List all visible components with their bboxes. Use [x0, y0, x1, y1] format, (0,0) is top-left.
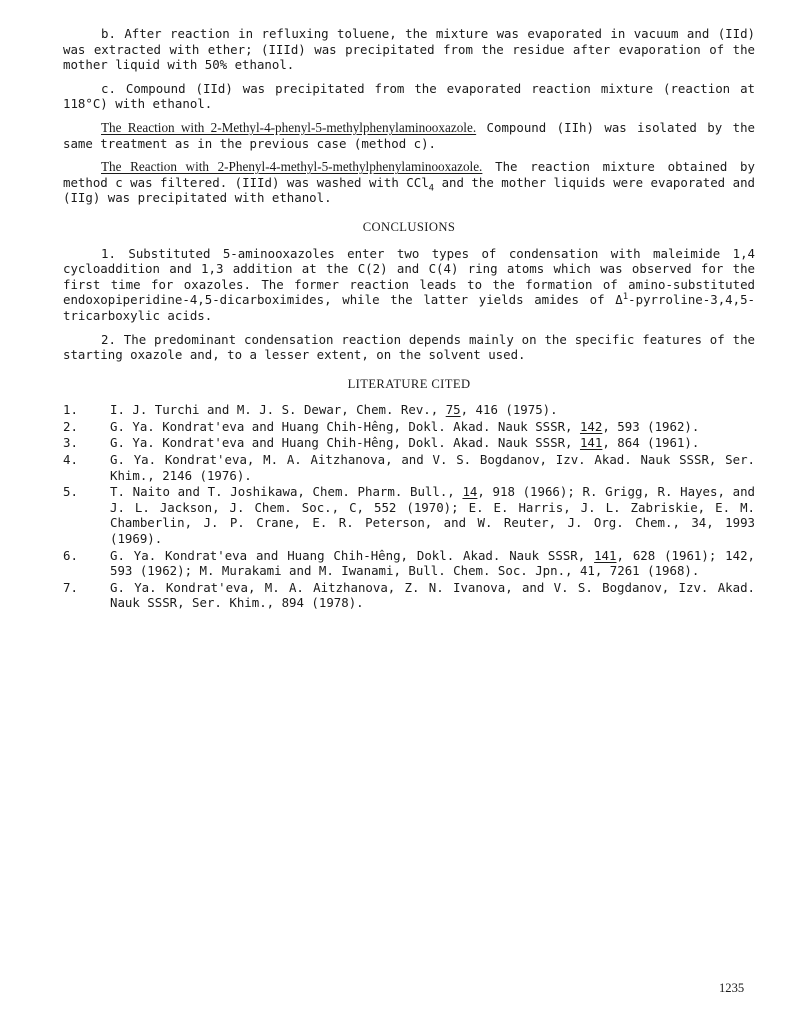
paragraph-phenyl-text-1: The reaction mixture obtained by method c was filtered. (IIId) was washed with CCl [63, 159, 755, 190]
reference-authors: G. Ya. Kondrat'eva, M. A. Aitzhanova, Z. N. Ivanova, and V. S. Bogdanov, Izv. Akad. Nauk SSSR, Ser. Khim., 894 (1978). [110, 579, 755, 611]
reference-volume: 14 [462, 484, 478, 500]
reference-volume: 142 [579, 418, 603, 434]
reference-text [110, 484, 755, 546]
conclusion-item-2 [63, 332, 755, 363]
literature-heading: LITERATURE CITED [347, 376, 471, 391]
paragraph-method-b [63, 26, 755, 73]
reference-volume: 141 [579, 435, 603, 451]
reference-number: 3. [63, 435, 78, 451]
conclusion-item-1-text-1: 1. Substituted 5-aminooxazoles enter two types of condensation with maleimide 1,4 cycloaddition and 1,3 addition at the C(2) and C(4) ring atoms which was observed for the first time for oxazoles. The former reaction leads to the formation of amino-substituted endoxopiperidine-4,5-dicarboximides, while the latter yields amides of Δ [63, 245, 755, 308]
conclusion-item-2-text: 2. The predominant condensation reaction depends mainly on the specific features of the starting oxazole and, to a lesser extent, on the solvent used. [63, 331, 755, 363]
reference-item-7 [63, 580, 755, 611]
conclusion-item-1-text-2: -pyrroline-3,4,5-tricarboxylic acids. [63, 292, 755, 323]
reference-authors: G. Ya. Kondrat'eva, M. A. Aitzhanova, and V. S. Bogdanov, Izv. Akad. Nauk SSSR, Ser. Khim., 2146 (1976). [110, 452, 755, 483]
reference-item-4 [63, 452, 755, 483]
delta-superscript: 1 [622, 292, 629, 303]
reference-tail: , 864 (1961). [602, 435, 700, 451]
reference-authors: G. Ya. Kondrat'eva and Huang Chih-Hêng, Dokl. Akad. Nauk SSSR, [110, 435, 580, 451]
reference-tail: , 628 (1961); 142, 593 (1962); M. Murakami and M. Iwanami, Bull. Chem. Soc. Jpn., 41, 7261 (1968). [110, 547, 755, 579]
paragraph-phenyl-text-2: and the mother liquids were evaporated and (IIg) was precipitated with ethanol. [63, 174, 755, 206]
reference-tail: , 593 (1962). [602, 418, 700, 434]
reference-authors: T. Naito and T. Joshikawa, Chem. Pharm. Bull., [110, 484, 463, 500]
reference-item-3 [63, 435, 755, 451]
reference-item-5 [63, 484, 755, 546]
reference-number: 7. [63, 579, 78, 595]
reference-text [110, 402, 755, 418]
page-content [63, 26, 755, 612]
reference-item-1 [63, 402, 755, 418]
reference-volume: 141 [594, 547, 617, 563]
reference-authors: G. Ya. Kondrat'eva and Huang Chih-Hêng, Dokl. Akad. Nauk SSSR, [110, 418, 580, 434]
reference-text [110, 435, 755, 451]
paragraph-methyl-title: The Reaction with 2-Methyl-4-phenyl-5-methylphenylaminooxazole. [101, 119, 477, 135]
reference-authors: G. Ya. Kondrat'eva and Huang Chih-Hêng, Dokl. Akad. Nauk SSSR, [110, 547, 595, 563]
conclusions-heading: CONCLUSIONS [362, 219, 456, 234]
paragraph-methyl-reaction [63, 120, 755, 151]
reference-number: 2. [63, 418, 78, 434]
reference-volume: 75 [445, 402, 461, 418]
reference-item-6 [63, 548, 755, 579]
conclusion-item-1 [63, 246, 755, 324]
reference-text [110, 419, 755, 435]
paragraph-method-c-text: c. Compound (IId) was precipitated from the evaporated reaction mixture (reaction at 118°C) with ethanol. [63, 80, 755, 112]
reference-authors: I. J. Turchi and M. J. S. Dewar, Chem. Rev., [110, 402, 446, 418]
reference-tail: , 918 (1966); R. Grigg, R. Hayes, and J. L. Jackson, J. Chem. Soc., C, 552 (1970); E. E. Harris, J. L. Zabriskie, E. M. Chamberlin, J. P. Crane, E. R. Peterson, and W. Reuter, J. Org. Chem., 34, 1993 (1969). [110, 484, 755, 547]
reference-number: 1. [63, 402, 78, 418]
page-number: 1235 [719, 981, 745, 995]
ccl4-subscript: 4 [428, 183, 435, 194]
paragraph-methyl-text: Compound (IIh) was isolated by the same treatment as in the previous case (method c). [63, 119, 756, 151]
paragraph-method-b-text: b. After reaction in refluxing toluene, the mixture was evaporated in vacuum and (IId) was extracted with ether; (IIId) was precipitated from the residue after evaporation of the mother liquid with 50% ethanol. [63, 26, 755, 73]
paragraph-method-c [63, 81, 755, 112]
reference-item-2 [63, 419, 755, 435]
reference-number: 6. [63, 547, 78, 563]
reference-tail: , 416 (1975). [460, 402, 558, 418]
paragraph-phenyl-reaction [63, 159, 755, 206]
paragraph-phenyl-title: The Reaction with 2-Phenyl-4-methyl-5-methylphenylaminooxazole. [101, 159, 483, 175]
reference-list [63, 402, 755, 611]
reference-text [110, 452, 755, 483]
reference-number: 5. [63, 484, 78, 500]
reference-text [110, 580, 755, 611]
reference-number: 4. [63, 452, 78, 468]
reference-text [110, 548, 755, 579]
